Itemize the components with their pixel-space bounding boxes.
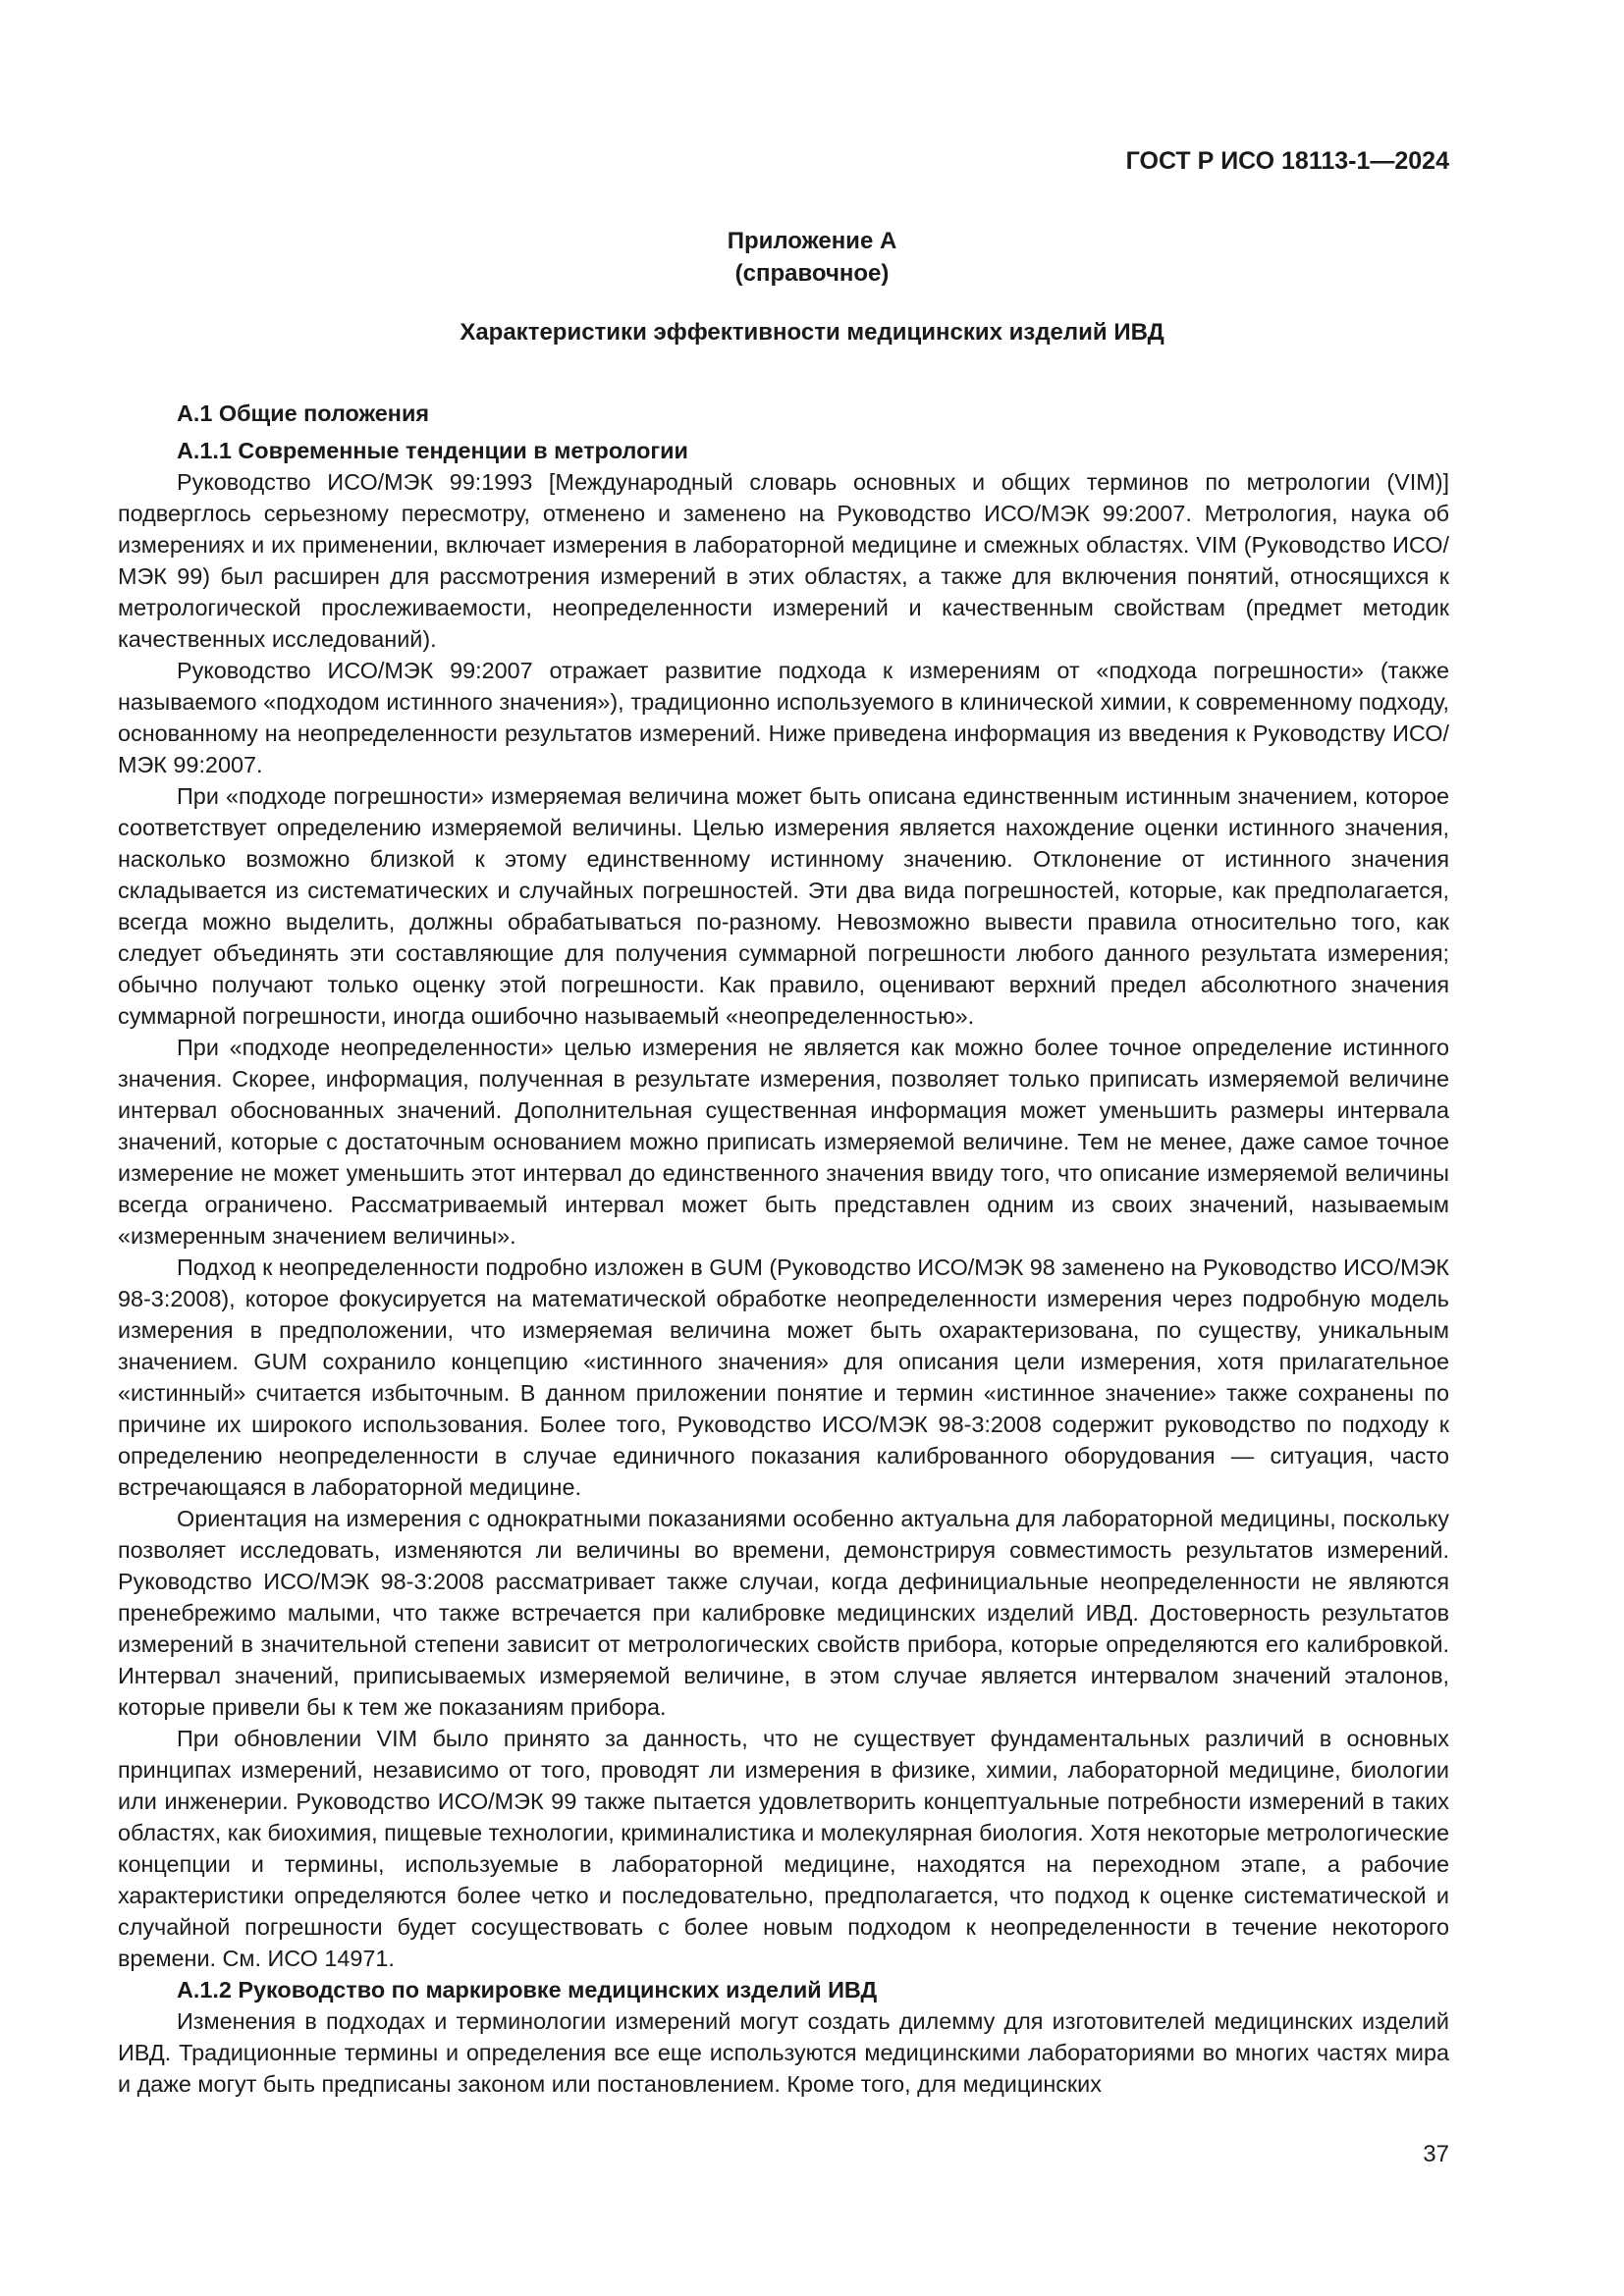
annex-label: Приложение А: [727, 228, 897, 254]
subsection-title: А.1.1 Современные тенденции в метрологии: [177, 438, 688, 463]
section-title: А.1 Общие положения: [177, 400, 429, 426]
paragraph: Изменения в подходах и терминологии измерений могут создать дилемму для изготовителей медицинских изделий ИВД. Традиционные термины и определения все еще используются медицинскими лабораториями во многих частях мира и даже могут быть предписаны законом или постановлением. Кроме того, для медицинских: [118, 2008, 1449, 2097]
annex-status: (справочное): [734, 260, 890, 287]
annex-heading: Характеристики эффективности медицинских изделий ИВД: [460, 319, 1164, 346]
annex-title: [0, 225, 1624, 290]
paragraph: Ориентация на измерения с однократными показаниями особенно актуальна для лабораторной медицины, поскольку позволяет исследовать, изменяются ли величины во времени, демонстрируя совместимость результатов измерений. Руководство ИСО/МЭК 98-3:2008 рассматривает также случаи, когда дефинициальные неопределенности не являются пренебрежимо малыми, что также встречается при калибровке медицинских изделий ИВД. Достоверность результатов измерений в значительной степени зависит от метрологических свойств прибора, которые определяются его калибровкой. Интервал значений, приписываемых измеряемой величине, в этом случае является интервалом значений эталонов, которые привели бы к тем же показаниям прибора.: [118, 1506, 1449, 1720]
document-body: [118, 398, 1449, 2100]
paragraph: При «подходе неопределенности» целью измерения не является как можно более точное определение истинного значения. Скорее, информация, полученная в результате измерения, позволяет только приписать измеряемой величине интервал обоснованных значений. Дополнительная существенная информация может уменьшить размеры интервала значений, которые с достаточным основанием можно приписать измеряемой величине. Тем не менее, даже самое точное измерение не может уменьшить этот интервал до единственного значения ввиду того, что описание измеряемой величины всегда ограничено. Рассматриваемый интервал может быть представлен одним из своих значений, называемым «измеренным значением величины».: [118, 1035, 1449, 1249]
paragraph: Подход к неопределенности подробно изложен в GUM (Руководство ИСО/МЭК 98 заменено на Руководство ИСО/МЭК 98-3:2008), которое фокусируется на математической обработке неопределенности измерения через подробную модель измерения в предположении, что измеряемая величина может быть охарактеризована, по существу, уникальным значением. GUM сохранило концепцию «истинного значения» для описания цели измерения, хотя прилагательное «истинный» считается избыточным. В данном приложении понятие и термин «истинное значение» также сохранены по причине их широкого использования. Более того, Руководство ИСО/МЭК 98-3:2008 содержит руководство по подходу к определению неопределенности в случае единичного показания калиброванного оборудования — ситуация, часто встречающаяся в лабораторной медицине.: [118, 1255, 1449, 1500]
paragraph: При «подходе погрешности» измеряемая величина может быть описана единственным истинным значением, которое соответствует определению измеряемой величины. Целью измерения является нахождение оценки истинного значения, насколько возможно близкой к этому единственному истинному значению. Отклонение от истинного значения складывается из систематических и случайных погрешностей. Эти два вида погрешностей, которые, как предполагается, всегда можно выделить, должны обрабатываться по-разному. Невозможно вывести правила относительно того, как следует объединять эти составляющие для получения суммарной погрешности любого данного результата измерения; обычно получают только оценку этой погрешности. Как правило, оценивают верхний предел абсолютного значения суммарной погрешности, иногда ошибочно называемый «неопределенностью».: [118, 783, 1449, 1029]
paragraph: Руководство ИСО/МЭК 99:2007 отражает развитие подхода к измерениям от «подхода погрешности» (также называемого «подходом истинного значения»), традиционно используемого в клинической химии, к современному подходу, основанному на неопределенности результатов измерений. Ниже приведена информация из введения к Руководству ИСО/МЭК 99:2007.: [118, 658, 1449, 777]
paragraph: Руководство ИСО/МЭК 99:1993 [Международный словарь основных и общих терминов по метрологии (VIM)] подверглось серьезному пересмотру, отменено и заменено на Руководство ИСО/МЭК 99:2007. Метрология, наука об измерениях и их применении, включает измерения в лабораторной медицине и смежных областях. VIM (Руководство ИСО/МЭК 99) был расширен для рассмотрения измерений в этих областях, а также для включения понятий, относящихся к метрологической прослеживаемости, неопределенности измерений и качественным свойствам (предмет методик качественных исследований).: [118, 469, 1449, 652]
page-number: 37: [1423, 2141, 1449, 2167]
standard-code: ГОСТ Р ИСО 18113-1—2024: [1125, 147, 1449, 175]
paragraph: При обновлении VIM было принято за данность, что не существует фундаментальных различий в основных принципах измерений, независимо от того, проводят ли измерения в физике, химии, лабораторной медицине, биологии или инженерии. Руководство ИСО/МЭК 99 также пытается удовлетворить концептуальные потребности измерений в таких областях, как биохимия, пищевые технологии, криминалистика и молекулярная биология. Хотя некоторые метрологические концепции и термины, используемые в лабораторной медицине, находятся на переходном этапе, а рабочие характеристики определяются более четко и последовательно, предполагается, что подход к оценке систематической и случайной погрешности будет сосуществовать с более новым подходом к неопределенности в течение некоторого времени. См. ИСО 14971.: [118, 1726, 1449, 1971]
subsection-title: А.1.2 Руководство по маркировке медицинских изделий ИВД: [177, 1977, 878, 2002]
